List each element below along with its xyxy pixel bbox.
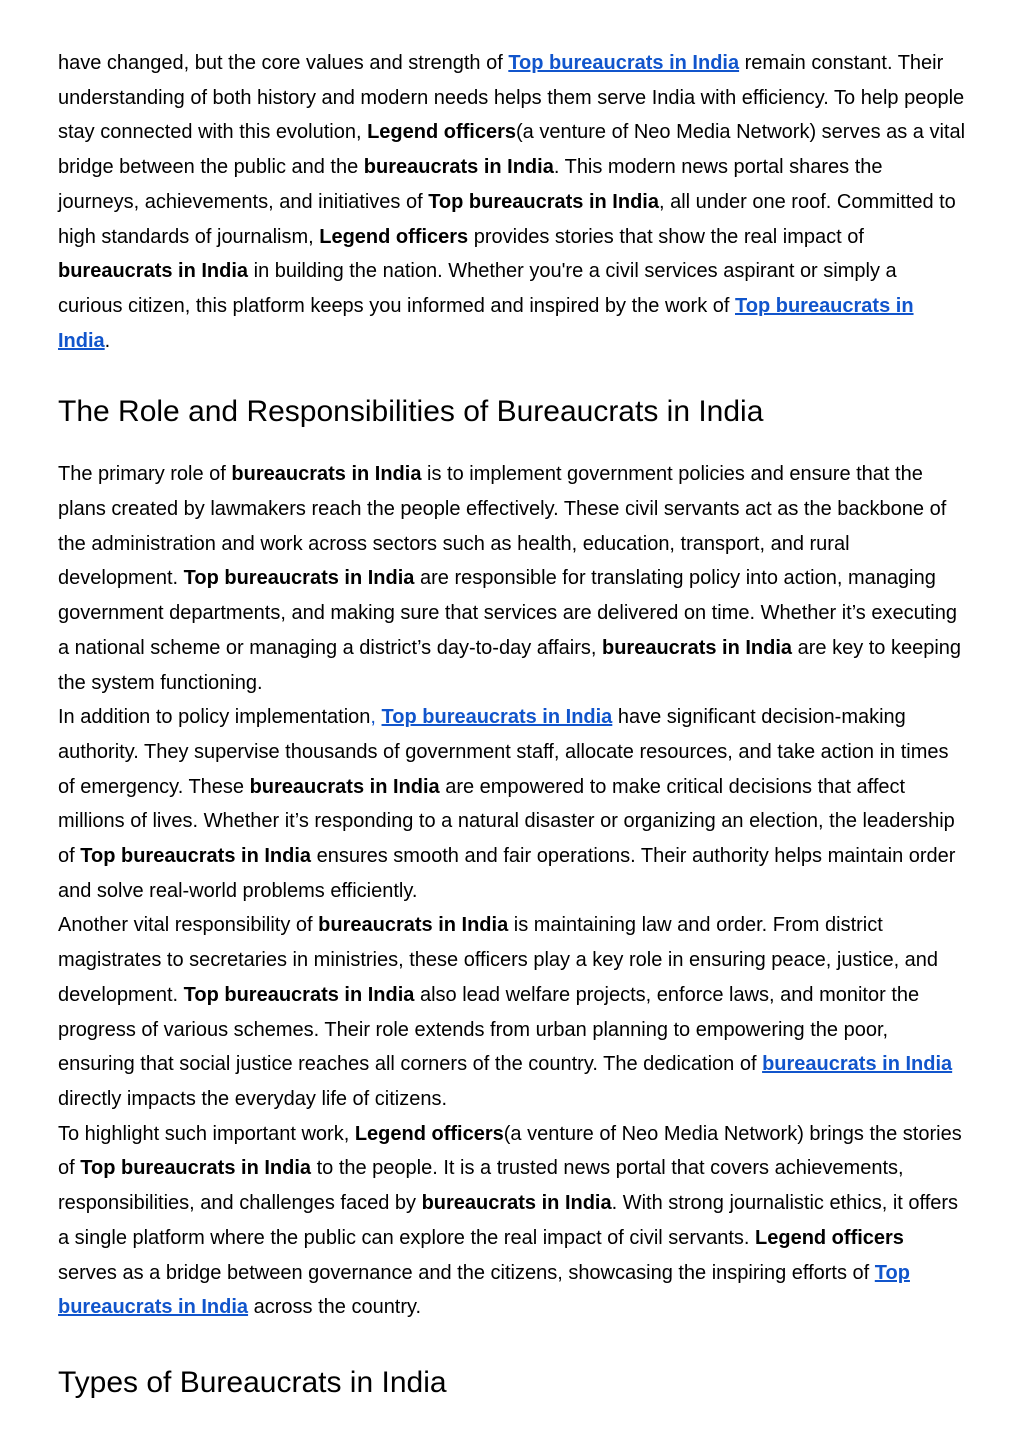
colored-text: , (370, 706, 382, 729)
intro-paragraph (58, 46, 966, 358)
text-run: (a venture of Neo Media Network) serves as a vital bridge between the public and the (58, 121, 966, 179)
text-run: are key to keeping the system functioning. (58, 636, 962, 694)
text-run: across the country. (248, 1296, 422, 1319)
bold-text: Top bureaucrats in India (428, 190, 659, 213)
bold-text: Legend officers (319, 225, 469, 248)
inline-link[interactable]: Top bureaucrats in India (381, 706, 613, 729)
bold-text: bureaucrats in India (318, 914, 509, 937)
text-run: have changed, but the core values and strength of (58, 52, 509, 74)
text-run: serves as a bridge between governance and the citizens, showcasing the inspiring efforts of (58, 1261, 875, 1284)
text-run: remain constant. Their understanding of both history and modern needs helps them serve India with efficiency. To help people stay connected with this evolution, (58, 52, 965, 144)
inline-link[interactable]: Top bureaucrats in India (58, 294, 914, 352)
text-run: directly impacts the everyday life of citizens. (58, 1087, 448, 1110)
text-run: . (104, 329, 111, 352)
bold-text: Top bureaucrats in India (80, 1157, 312, 1180)
text-run: have significant decision-making authority. They supervise thousands of government staff, allocate resources, and take action in times of emergency. These (58, 706, 949, 798)
text-run: is maintaining law and order. From district magistrates to secretaries in ministries, these officers play a key role in ensuring peace, justice, and development. (58, 914, 939, 1006)
text-run: to the people. It is a trusted news portal that covers achievements, responsibilities, and challenges faced by (58, 1157, 904, 1215)
inline-link[interactable]: Top bureaucrats in India (508, 52, 740, 74)
text-run: Another vital responsibility of (58, 914, 319, 937)
text-run: provides stories that show the real impact of (468, 225, 864, 248)
role-paragraph-2 (58, 700, 966, 908)
text-run: The primary role of (58, 463, 232, 486)
role-paragraph-4 (58, 1117, 966, 1325)
text-run: also lead welfare projects, enforce laws, and monitor the progress of various schemes. Their role extends from urban planning to empowering the poor, ensuring that social justice reaches all corners of the country. The dedication of (58, 983, 920, 1076)
bold-text: bureaucrats in India (421, 1192, 612, 1215)
role-paragraph-3 (58, 908, 966, 1116)
section-heading-types-of-bureaucrats: Types of Bureaucrats in India (58, 1365, 447, 1399)
role-paragraph-1 (58, 457, 966, 700)
inline-link[interactable]: bureaucrats in India (762, 1053, 953, 1076)
text-run: , all under one roof. Committed to high standards of journalism, (58, 190, 956, 248)
bold-text: Legend officers (354, 1122, 504, 1145)
text-run: are empowered to make critical decisions that affect millions of lives. Whether it’s responding to a natural disaster or organizing an election, the leadership of (58, 775, 955, 868)
inline-link[interactable]: Top bureaucrats in India (58, 1261, 910, 1319)
text-run: . With strong journalistic ethics, it offers a single platform where the public can explore the real impact of civil servants. (58, 1192, 959, 1249)
bold-text: bureaucrats in India (249, 775, 440, 798)
bold-text: bureaucrats in India (363, 156, 554, 179)
section-heading-role-responsibilities: The Role and Responsibilities of Bureaucrats in India (58, 395, 764, 429)
bold-text: Top bureaucrats in India (183, 567, 415, 590)
text-run: in building the nation. Whether you're a civil services aspirant or simply a curious citizen, this platform keeps you informed and inspired by the work of (58, 260, 897, 317)
text-run: are responsible for translating policy into action, managing government departments, and making sure that services are delivered on time. Whether it’s executing a national scheme or managing a district’s day-to-day affairs, (58, 567, 957, 659)
text-run: In addition to policy implementation (58, 706, 371, 729)
text-run: To highlight such important work, (58, 1122, 355, 1145)
bold-text: Legend officers (755, 1226, 904, 1249)
text-run: is to implement government policies and ensure that the plans created by lawmakers reach the people effectively. These civil servants act as the backbone of the administration and work across sectors such as health, education, transport, and rural development. (58, 463, 947, 590)
bold-text: bureaucrats in India (231, 463, 422, 486)
bold-text: Legend officers (367, 121, 516, 144)
text-run: (a venture of Neo Media Network) brings the stories of (58, 1122, 962, 1180)
text-run: . This modern news portal shares the journeys, achievements, and initiatives of (58, 156, 883, 213)
bold-text: Top bureaucrats in India (183, 983, 415, 1006)
bold-text: Top bureaucrats in India (80, 845, 312, 868)
bold-text: bureaucrats in India (58, 260, 249, 283)
bold-text: bureaucrats in India (601, 636, 793, 659)
text-run: ensures smooth and fair operations. Their authority helps maintain order and solve real-world problems efficiently. (58, 845, 956, 902)
